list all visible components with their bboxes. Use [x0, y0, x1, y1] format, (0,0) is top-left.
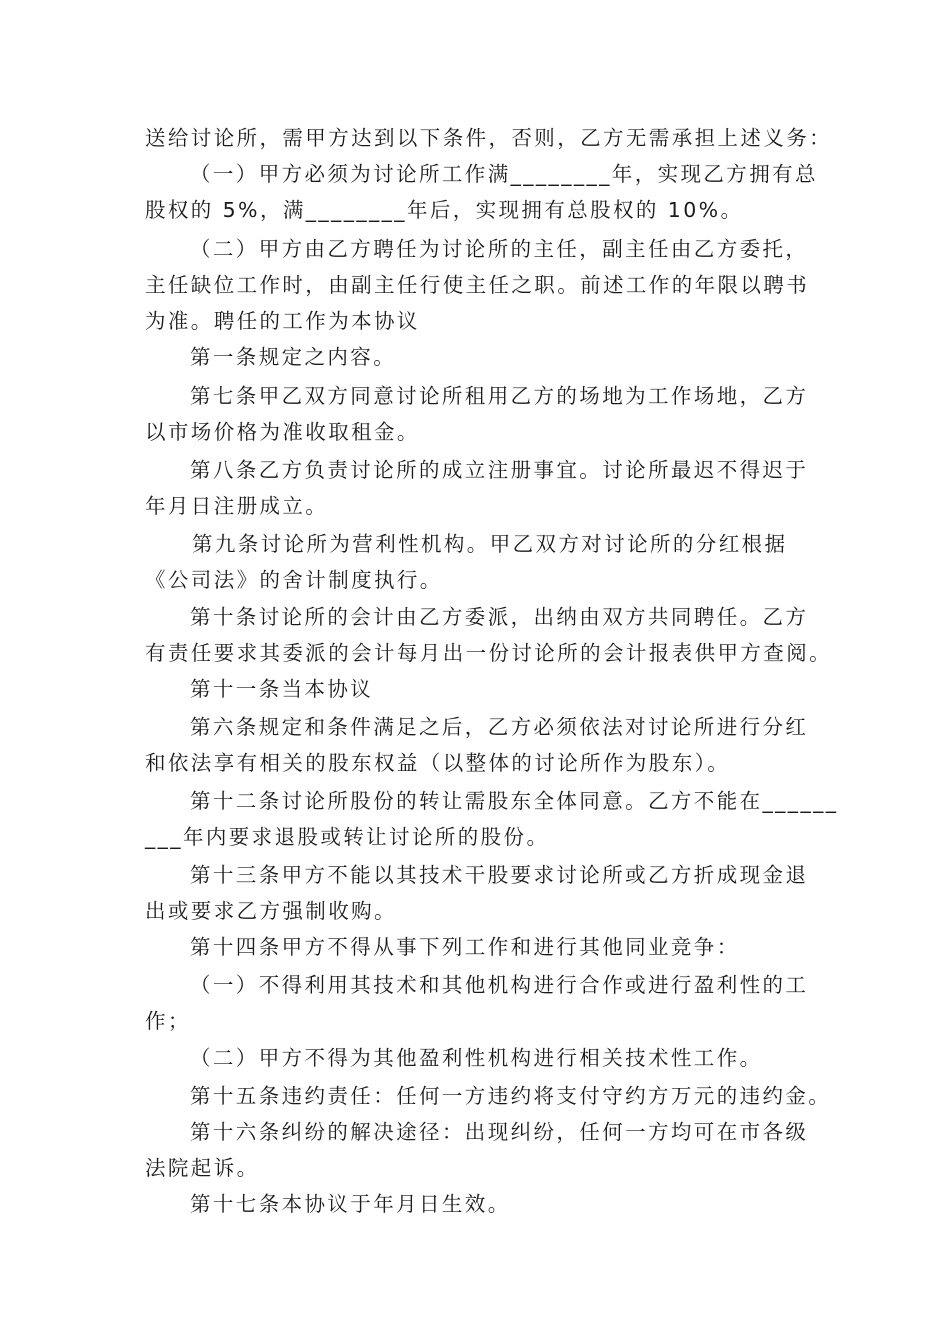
text-line: 第七条甲乙双方同意讨论所租用乙方的场地为工作场地，乙方 — [190, 384, 809, 408]
text-line: （一）不得利用其技术和其他机构进行合作或进行盈利性的工 — [190, 973, 809, 997]
text-line: 第九条讨论所为营利性机构。甲乙双方对讨论所的分红根据 — [192, 532, 788, 556]
text-line: 第十三条甲方不能以其技术干股要求讨论所或乙方折成现金退 — [190, 863, 809, 887]
text-line: 第十六条纠纷的解决途径：出现纠纷，任何一方均可在市各级 — [190, 1120, 809, 1144]
text-line: 为准。聘任的工作为本协议 — [145, 309, 420, 333]
text-line: 第十条讨论所的会计由乙方委派，出纳由双方共同聘任。乙方 — [190, 605, 809, 629]
text-line: 作； — [145, 1009, 191, 1033]
text-line: 第八条乙方负责讨论所的成立注册事宜。讨论所最迟不得迟于 — [190, 458, 809, 482]
text-line: （二）甲方不得为其他盈利性机构进行相关技术性工作。 — [190, 1046, 763, 1070]
text-line: 第十七条本协议于年月日生效。 — [190, 1192, 511, 1216]
text-line: 《公司法》的舍计制度执行。 — [145, 568, 443, 592]
text-line: 以市场价格为准收取租金。 — [145, 420, 420, 444]
text-line: 第十四条甲方不得从事下列工作和进行其他同业竞争： — [190, 935, 740, 959]
text-line: 第十二条讨论所股份的转让需股东全体同意。乙方不能在______ — [190, 789, 839, 813]
text-line: （一）甲方必须为讨论所工作满________年，实现乙方拥有总 — [190, 162, 818, 186]
text-line: 股权的 5%，满________年后，实现拥有总股权的 10%。 — [145, 198, 744, 222]
text-line: 年月日注册成立。 — [145, 494, 329, 518]
text-line: 第十一条当本协议 — [190, 677, 374, 701]
text-line: （二）甲方由乙方聘任为讨论所的主任，副主任由乙方委托， — [190, 237, 809, 261]
text-line: ___年内要求退股或转让讨论所的股份。 — [145, 825, 550, 849]
text-line: 第一条规定之内容。 — [190, 345, 397, 369]
text-line: 送给讨论所，需甲方达到以下条件，否则，乙方无需承担上述义务： — [145, 126, 832, 150]
text-line: 出或要求乙方强制收购。 — [145, 899, 397, 923]
text-line: 第六条规定和条件满足之后，乙方必须依法对讨论所进行分红 — [190, 715, 809, 739]
text-line: 主任缺位工作时，由副主任行使主任之职。前述工作的年限以聘书 — [145, 273, 810, 297]
text-line: 有责任要求其委派的会计每月出一份讨论所的会计报表供甲方查阅。 — [145, 641, 832, 665]
text-line: 第十五条违约责任：任何一方违约将支付守约方万元的违约金。 — [190, 1084, 832, 1108]
text-line: 和依法享有相关的股东权益（以整体的讨论所作为股东）。 — [145, 751, 731, 775]
text-line: 法院起诉。 — [145, 1156, 260, 1180]
